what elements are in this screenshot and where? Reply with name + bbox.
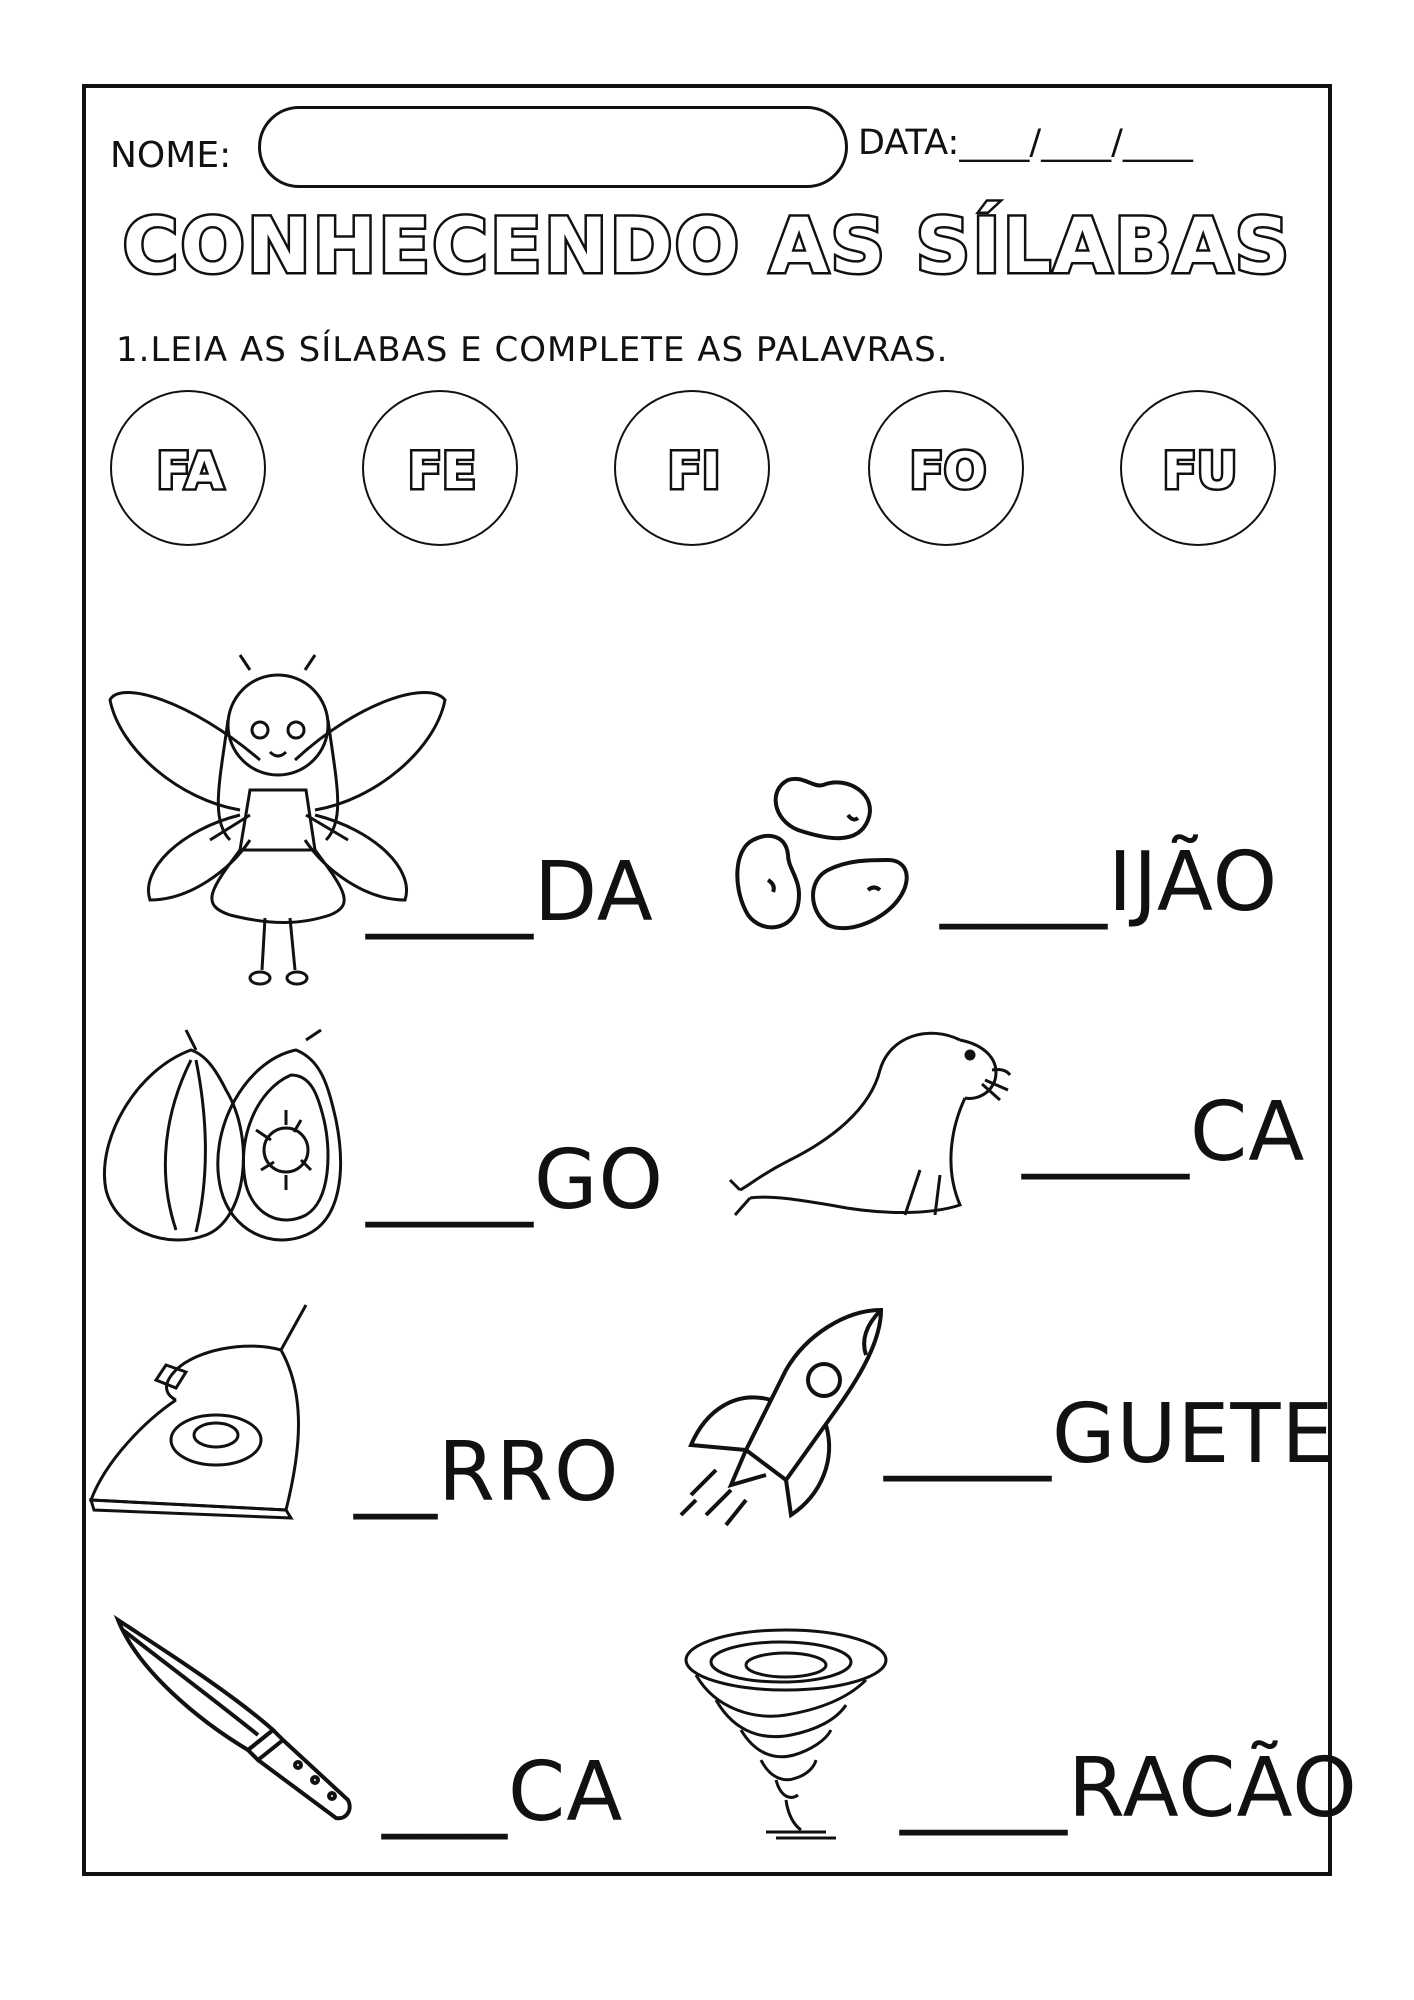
syllable-text: FO	[909, 442, 987, 500]
word-figo[interactable]: ____GO	[366, 1133, 665, 1228]
rocket-icon	[676, 1300, 896, 1530]
syllable-text: FU	[1162, 442, 1238, 500]
word-foca[interactable]: ____CA	[1022, 1085, 1306, 1180]
date-field[interactable]: DATA:____/____/____	[858, 123, 1193, 163]
word-feijao[interactable]: ____IJÃO	[940, 835, 1279, 930]
word-foguete[interactable]: ____GUETE	[884, 1387, 1335, 1482]
word-fada[interactable]: ____DA	[366, 845, 654, 940]
syllable-text: FI	[667, 442, 721, 500]
syllable-circle-fe	[362, 390, 518, 546]
name-label: NOME:	[110, 135, 232, 176]
syllable-circle-fi	[614, 390, 770, 546]
name-field[interactable]	[258, 106, 848, 188]
knife-icon	[108, 1610, 358, 1830]
word-ferro[interactable]: __RRO	[354, 1425, 620, 1520]
beans-icon	[728, 760, 928, 940]
word-faca[interactable]: ___CA	[382, 1745, 624, 1840]
instruction-text: 1.LEIA AS SÍLABAS E COMPLETE AS PALAVRAS.	[116, 330, 949, 370]
syllable-circle-fu	[1120, 390, 1276, 546]
syllable-circle-fa	[110, 390, 266, 546]
word-furacao[interactable]: ____RACÃO	[900, 1741, 1358, 1836]
syllable-text: FA	[156, 442, 224, 500]
syllable-text: FE	[407, 442, 477, 500]
syllable-circle-fo	[868, 390, 1024, 546]
tornado-icon	[676, 1620, 896, 1840]
title-text: CONHECENDO AS SÍLABAS	[122, 201, 1292, 290]
seal-icon	[730, 1020, 1010, 1230]
fig-icon	[96, 1020, 346, 1250]
iron-icon	[86, 1300, 326, 1520]
page-title	[0, 196, 1414, 296]
